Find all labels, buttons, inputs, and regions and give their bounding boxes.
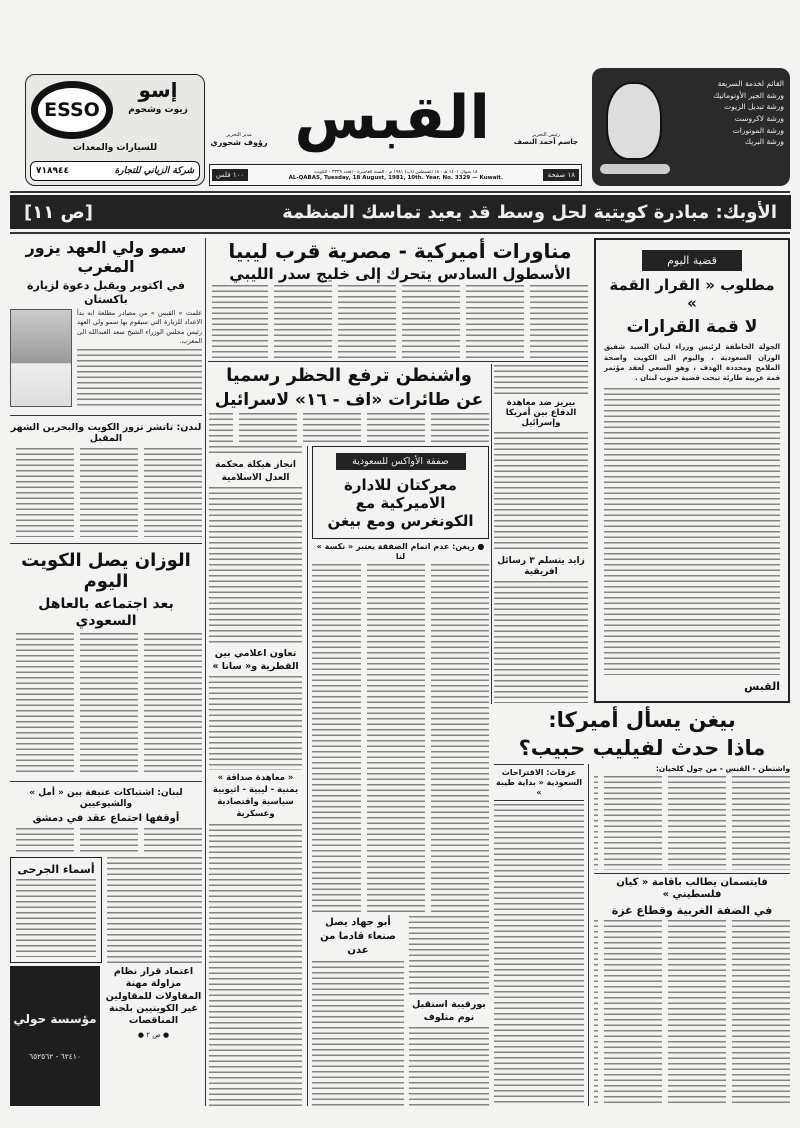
editorial-headline-2: لا قمة القرارات (626, 317, 758, 337)
editor-in-chief (505, 132, 587, 146)
newspaper-logo: القبس (294, 83, 490, 153)
bourguiba-headline: بورقيبة استقبل نوم متلوف (412, 998, 486, 1023)
rule (10, 191, 790, 193)
begin-subcolumns (494, 764, 790, 1106)
bourguiba-column (409, 916, 489, 1106)
wounded-headline: أسماء الجرحى (17, 863, 95, 876)
article-body (312, 961, 404, 1106)
crown-prince-subhead: في اكتوبر ويقبل دعوة لزيارة باكستان (27, 279, 185, 306)
esso-company: شركة الزياني للتجارة (114, 166, 194, 176)
page-count-badge: ١٨ صفحة (543, 169, 579, 181)
peres-zayed-column (494, 365, 588, 703)
crown-prince-headline: سمو ولي العهد يزور المغرب (25, 238, 187, 277)
crown-prince-lead: علمت « القبس » من مصادر مطلعة انه بدأ الاعداد للزيارة التي سيقوم بها سمو ولي العهد رئيس مجلس الوزراء الشيخ سعد العبدالله الى المغرب. (77, 308, 202, 346)
esso-logo-text: ESSO (44, 99, 100, 121)
awacs-headline: معركتان للادارة الاميركية مع الكونغرس ومع بيغن (327, 475, 474, 530)
rule (10, 232, 790, 234)
islamic-court-headline: انجاز هيكلة محكمة العدل الاسلامية (215, 459, 296, 483)
article-body (209, 824, 302, 1106)
abu-jihad-headline: أبو جهاد يصل صنعاء قادما من عدن (320, 917, 396, 956)
article-body (209, 413, 489, 443)
article-body (10, 633, 202, 776)
arafat-headline: عرفات: الاقتراحات السعودية « بداية طيبة » (494, 764, 584, 801)
editorial-label: قضية اليوم (642, 250, 742, 271)
wounded-box (10, 857, 102, 963)
hawalli-ad (10, 966, 100, 1106)
article-body (10, 448, 202, 537)
awacs-box (312, 446, 489, 539)
date-arabic: ١٨ شوال ١٤٠١ هـ - ١٨ أغسطس (آب) ١٩٨١ م - السنة العاشرة - العدد ٣٣٢٩ - الكويت (314, 169, 478, 175)
esso-logo (31, 81, 113, 139)
editor-in-chief-label: رئيس التحرير (532, 132, 560, 138)
article-body (409, 1027, 489, 1106)
service-ad-line: ورشة الموتورات (732, 125, 784, 135)
service-ad-line: ورشة تبديل الزيوت (724, 102, 784, 112)
service-ad-line: ورشة الجير الأوتوماتيك (713, 90, 784, 100)
editorial-headline: مطلوب « القرار القمة » (609, 276, 775, 312)
wounded-row (10, 857, 202, 963)
date-english: AL-QABAS, Tuesday, 18 August, 1981, 10th. Year. No. 3329 — Kuwait. (288, 174, 504, 181)
article-body (494, 581, 588, 703)
editorial-lead: الجولة الخاطفة لرئيس وزراء لبنان السيد شفيق الوزان السعودية ، واليوم الى الكويت واضحة الملامح ومحددة الهدف ، وهو السعي لعقد مؤتمر قمة عربية طارئة تبحث قضية جنوب لبنان . (604, 343, 780, 382)
managing-editor (209, 132, 269, 147)
begin-byline: واشنطن - القبس - من جول كلجيان: (655, 764, 790, 774)
article-body (594, 920, 790, 1106)
service-ad-line: ورشة لاكروست (734, 113, 784, 123)
date-strip (209, 164, 582, 186)
article-body (209, 676, 302, 770)
editor-in-chief-name: جاسم أحمد النصف (513, 138, 579, 146)
esso-arabic-brand: إسو (138, 78, 178, 102)
service-ad (592, 68, 790, 186)
center-subcolumns (209, 446, 489, 1106)
crown-prince-body (10, 309, 202, 409)
awacs-label: صفقة الأواكس للسعودية (336, 453, 466, 470)
f16-headline: واشنطن ترفع الحظر رسميا (226, 365, 472, 386)
bottom-left-row (10, 966, 202, 1106)
article-body (604, 388, 780, 675)
editorial-signature: القبس (744, 680, 780, 693)
article-body (16, 879, 96, 957)
top-banner (10, 195, 791, 229)
hawalli-ad-name: مؤسسة حولي (13, 1011, 97, 1026)
column-rule (205, 238, 206, 1106)
banner-headline: الأوبك: مبادرة كويتية لحل وسط قد يعيد تماسك المنظمة (282, 201, 777, 223)
narrow-column (209, 446, 302, 1106)
awacs-column (307, 446, 489, 1106)
thatcher-headline: لندن: تاتشر تزور الكويت والبحرين الشهر المقبل (10, 421, 202, 445)
managing-editor-name: رؤوف شحوري (210, 138, 268, 147)
esso-company-strip (30, 161, 200, 181)
article-body (209, 487, 302, 644)
service-ad-list (674, 78, 784, 148)
rule (208, 361, 588, 362)
article-body (77, 349, 202, 408)
begin-headline-2: ماذا حدث لفيليب حبيب؟ (518, 736, 766, 761)
article-body (107, 857, 202, 963)
libya-subhead: الأسطول السادس يتحرك إلى خليج سدر الليبي (229, 265, 571, 283)
lebanon-subhead: أوقفها اجتماع عقد في دمشق (32, 813, 180, 824)
begin-right-column (594, 764, 790, 1106)
hawalli-ad-phone: ٦٢٤١٠ - ٦٥٢٥٦٢ (29, 1051, 81, 1061)
cartoon-mascot-icon (606, 82, 662, 160)
column-rule (491, 364, 492, 704)
arafat-column (494, 764, 589, 1106)
center-column (209, 365, 489, 1106)
article-body (212, 285, 588, 359)
libya-article (212, 239, 588, 359)
wazzan-subhead: بعد اجتماعه بالعاهل السعودي (38, 595, 174, 629)
price-badge: ١٠٠ فلس (212, 169, 248, 181)
contractors-page-ref: ● ص ٢ ● (137, 1030, 170, 1039)
begin-headline: بيغن يسأل أميركا: (548, 708, 736, 732)
article-body (10, 828, 202, 854)
service-ad-line: ورشة البريك (744, 137, 784, 147)
abu-jihad-bourguiba-row (312, 916, 489, 1106)
zayed-headline: زايد يتسلم ٣ رسائل افريقية (497, 556, 585, 578)
banner-page-ref: [ص ١١] (24, 201, 93, 223)
esso-line1: زيوت وشحوم (128, 105, 188, 115)
lebanon-headline: لبنان: اشتباكات عنيفة بين « أمل » والشيوعيين (29, 788, 183, 810)
esso-ad (25, 74, 205, 186)
contractors-article (105, 966, 202, 1106)
article-body (594, 776, 790, 869)
contractors-headline: اعتماد قرار نظام مزاولة مهنة المقاولات للمقاولين غير الكويتيين بلجنة المناقصات (105, 966, 202, 1027)
esso-text-area (117, 78, 199, 115)
media-cooperation-headline: تعاون اعلامي بين القطرية و« سانا » (212, 647, 299, 673)
article-body (494, 432, 588, 554)
editorial-box (594, 238, 790, 703)
article-body (209, 446, 302, 456)
date-text (252, 170, 539, 181)
weizman-subhead: في الضفة الغربية وقطاع غزة (611, 903, 773, 917)
f16-headline-2: عن طائرات «اف - ١٦» لاسرائيل (214, 389, 484, 410)
left-column (10, 238, 202, 1106)
peres-headline: بيريز ضد معاهدة الدفاع بين أمريكا وإسرائيل (505, 398, 577, 429)
libya-headline: مناورات أميركية - مصرية قرب ليبيا (228, 239, 572, 263)
managing-editor-label: مدير التحرير (226, 132, 252, 138)
awacs-subhead: ● ريغن: عدم اتمام الصفقة يعتبر « نكسة » لنا (316, 541, 485, 561)
begin-region (494, 708, 790, 1106)
treaty-headline: « معاهدة صداقة » يمنية - ليبية - اثيوبية سياسية واقتصادية وعسكرية (212, 773, 299, 820)
article-body (312, 564, 489, 913)
skateboard-icon (600, 164, 670, 174)
service-ad-line: القائم لخدمة السريعة (717, 79, 784, 88)
crown-prince-text (77, 309, 202, 409)
esso-phone: ٧١٨٩٤٤ (36, 166, 69, 176)
article-body (494, 365, 588, 395)
article-body (409, 916, 489, 995)
esso-line2: للسيارات والمعدات (72, 143, 158, 153)
article-body (494, 804, 584, 1106)
crown-prince-photo (10, 309, 72, 407)
abu-jihad-column (312, 916, 404, 1106)
weizman-headline: فايتسمان يطالب باقامة « كيان فلسطيني » (594, 873, 790, 901)
wazzan-headline: الوزان يصل الكويت اليوم (21, 549, 191, 593)
